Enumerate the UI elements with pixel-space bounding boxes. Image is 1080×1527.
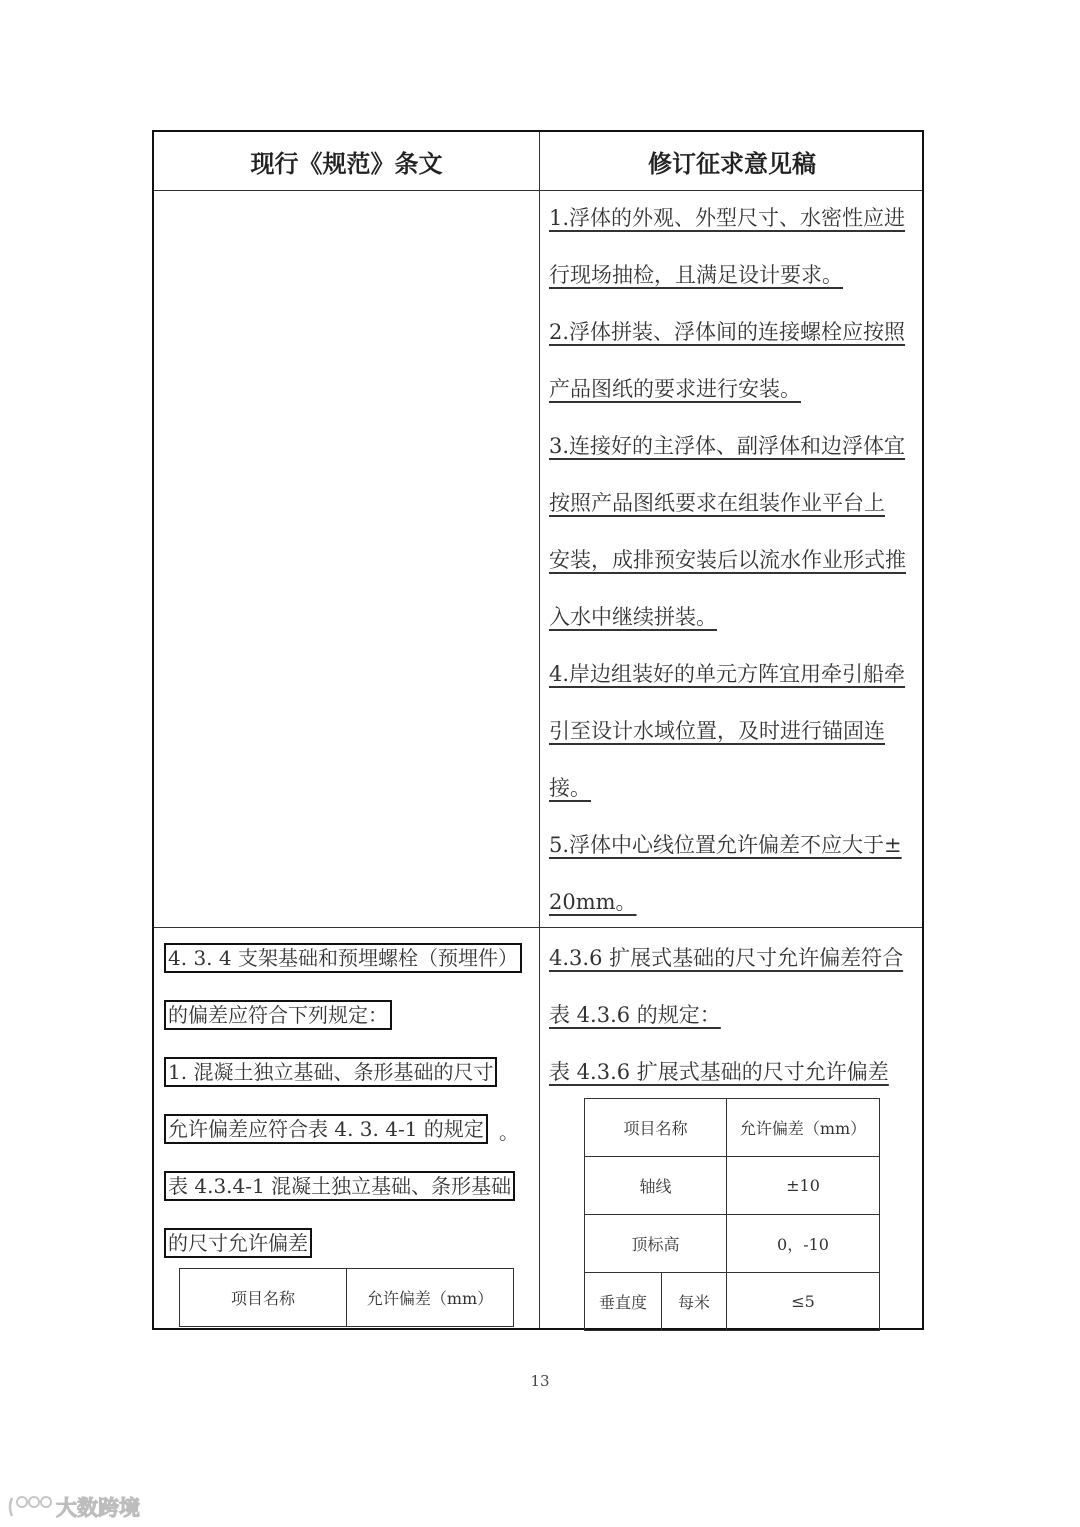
watermark xyxy=(8,1492,140,1522)
header-divider xyxy=(154,190,922,191)
table-cell: 垂直度 xyxy=(585,1273,662,1331)
table-header-cell: 项目名称 xyxy=(180,1269,347,1327)
table-caption: 表 4.3.6 扩展式基础的尺寸允许偏差 xyxy=(549,1060,889,1084)
revision-line: 接。 xyxy=(549,776,591,800)
table-cell: 每米 xyxy=(662,1273,727,1331)
clause-line: 表 4.3.6 的规定： xyxy=(549,1003,721,1027)
revision-line: 安装，成排预安装后以流水作业形式推 xyxy=(549,548,906,572)
right-tolerance-table xyxy=(584,1098,880,1331)
trailing-punctuation: 。 xyxy=(499,1120,519,1144)
clause-line: 1. 混凝土独立基础、条形基础的尺寸 xyxy=(164,1057,497,1087)
table-cell: ±10 xyxy=(727,1157,880,1215)
watermark-logo-icon xyxy=(8,1494,52,1520)
revision-line: 行现场抽检，且满足设计要求。 xyxy=(549,263,843,287)
clause-line: 允许偏差应符合表 4. 3. 4-1 的规定 xyxy=(164,1114,488,1144)
clause-line: 4. 3. 4 支架基础和预埋螺栓（预埋件） xyxy=(164,943,522,973)
table-header-cell: 允许偏差（mm） xyxy=(347,1269,514,1327)
revision-line: 20mm。 xyxy=(549,890,637,914)
table-cell: ≤5 xyxy=(727,1273,880,1331)
revision-line: 4.岸边组装好的单元方阵宜用牵引船牵 xyxy=(549,662,906,686)
row-divider xyxy=(154,927,922,928)
watermark-text: 大数跨境 xyxy=(56,1496,140,1520)
page-number: 13 xyxy=(530,1372,550,1390)
table-caption: 表 4.3.4-1 混凝土独立基础、条形基础 xyxy=(164,1171,515,1201)
document-table xyxy=(152,130,924,1330)
revision-line: 引至设计水域位置，及时进行锚固连 xyxy=(549,719,885,743)
table-row xyxy=(585,1215,880,1273)
revision-line: 按照产品图纸要求在组装作业平台上 xyxy=(549,491,885,515)
table-cell: 顶标高 xyxy=(585,1215,727,1273)
revision-line: 3.连接好的主浮体、副浮体和边浮体宜 xyxy=(549,434,906,458)
revision-line: 产品图纸的要求进行安装。 xyxy=(549,377,801,401)
header-revision-draft: 修订征求意见稿 xyxy=(648,149,816,178)
table-row xyxy=(585,1157,880,1215)
header-current-code: 现行《规范》条文 xyxy=(250,149,443,178)
revision-line: 2.浮体拼装、浮体间的连接螺栓应按照 xyxy=(549,320,906,344)
revision-line: 5.浮体中心线位置允许偏差不应大于± xyxy=(549,833,902,857)
table-row xyxy=(585,1273,880,1331)
table-header-cell: 项目名称 xyxy=(585,1099,727,1157)
table-cell: 轴线 xyxy=(585,1157,727,1215)
table-header-cell: 允许偏差（mm） xyxy=(727,1099,880,1157)
table-caption: 的尺寸允许偏差 xyxy=(164,1228,312,1258)
revision-line: 入水中继续拼装。 xyxy=(549,605,717,629)
clause-line: 的偏差应符合下列规定： xyxy=(164,1000,392,1030)
clause-line: 4.3.6 扩展式基础的尺寸允许偏差符合 xyxy=(549,946,904,970)
revision-line: 1.浮体的外观、外型尺寸、水密性应进 xyxy=(549,206,906,230)
table-cell: 0，-10 xyxy=(727,1215,880,1273)
column-divider xyxy=(539,132,540,1328)
left-tolerance-table xyxy=(179,1268,514,1327)
